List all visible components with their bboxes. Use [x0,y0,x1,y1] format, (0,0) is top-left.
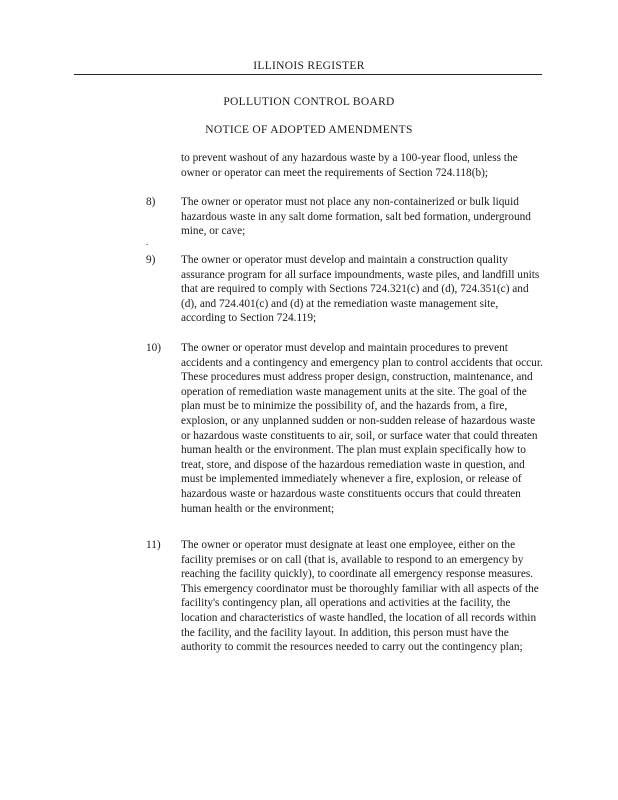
item-paragraph: The owner or operator must develop and maintain procedures to prevent accidents and a contingency and emergency plan to control accidents that occur. These procedures must address proper design, construction, maintenance, and operation of remediation waste management units at the site. The goal of the plan must be to minimize the possibility of, and the hazards from, a fire, explosion, or any unplanned sudden or non-sudden release of hazardous waste or hazardous waste constituents to air, soil, or surface water that could threaten human health or the environment. The plan must explain specifically how to treat, store, and dispose of the hazardous remediation waste in question, and must be implemented immediately whenever a fire, explosion, or release of hazardous waste or hazardous waste constituents occurs that could threaten human health or the environment; [181,342,543,515]
item-paragraph: The owner or operator must develop and maintain a construction quality assurance program for all surface impoundments, waste piles, and landfill units that are required to comply with Sections 724.321(c) and (d), 724.351(c) and (d), and 724.401(c) and (d) at the remediation waste management site, according to Section 724.119; [181,254,540,325]
continuation-paragraph: to prevent washout of any hazardous waste by a 100-year flood, unless the owner or operator can meet the requirements of Section 724.118(b); [181,152,518,179]
header-rule [74,74,542,75]
board-name: POLLUTION CONTROL BOARD [223,96,395,108]
stray-mark: . [146,237,149,247]
item-paragraph: The owner or operator must designate at least one employee, either on the facility premises or on call (that is, available to respond to an emergency by reaching the facility quickly), to coordinate all emergency response measures. This emergency coordinator must be thoroughly familiar with all aspects of the facility's contingency plan, all operations and activities at the facility, the location and characteristics of waste handled, the location of all records within the facility, and the facility layout. In addition, this person must have the authority to commit the resources needed to carry out the contingency plan; [181,539,539,654]
item-number: 9) [146,254,156,266]
item-number: 10) [146,342,162,354]
item-paragraph: The owner or operator must not place any non-containerized or bulk liquid hazardous waste in any salt dome formation, salt bed formation, underground mine, or cave; [181,196,531,238]
notice-title: NOTICE OF ADOPTED AMENDMENTS [205,124,413,136]
item-number: 11) [146,539,161,551]
item-number: 8) [146,196,156,208]
register-title: ILLINOIS REGISTER [253,60,365,72]
